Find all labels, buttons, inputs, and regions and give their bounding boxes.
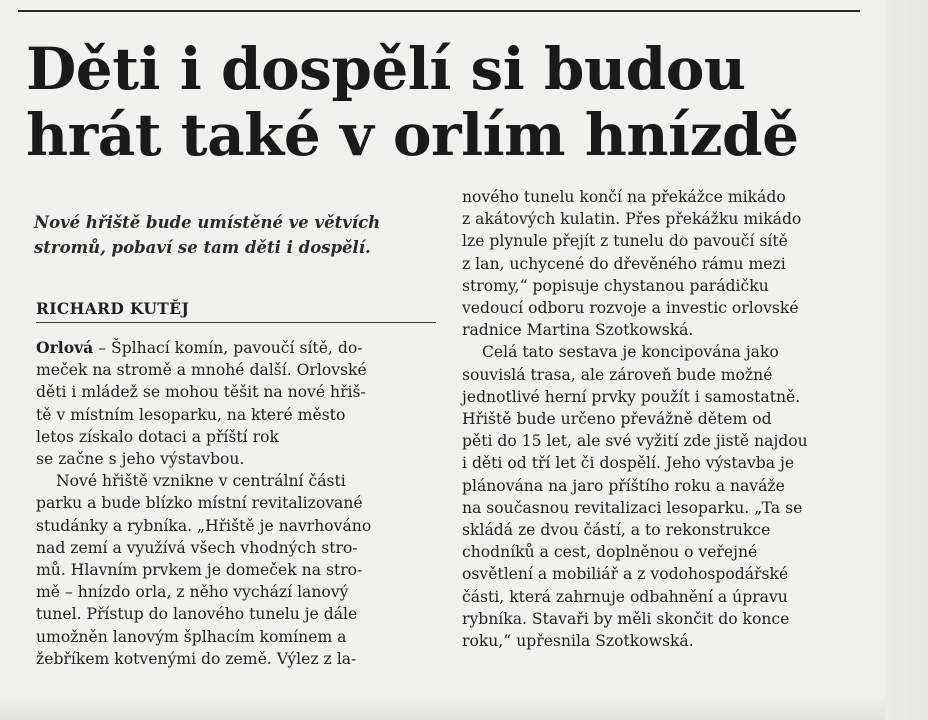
article-lead [34, 210, 434, 260]
text-line: nad zemí a využívá všech vhodných stro- [36, 538, 358, 557]
article-column-left [36, 337, 438, 670]
text-line: na současnou revitalizaci lesoparku. „Ta se [462, 498, 803, 517]
author-byline: RICHARD KUTĚJ [36, 299, 190, 318]
text-line: studánky a rybníka. „Hřiště je navrhováno [36, 516, 372, 535]
text-line: radnice Martina Szotkowská. [462, 321, 694, 340]
text-line: mě – hnízdo orla, z něho vychází lanový [36, 583, 349, 602]
text-line: rybníka. Stavaři by měli skončit do konce [462, 609, 790, 628]
text-line: Hřiště bude určeno převážně dětem od [462, 410, 772, 429]
text-line: souvislá trasa, ale zároveň bude možné [462, 365, 773, 384]
text-line: lze plynule přejít z tunelu do pavoučí sítě [462, 232, 788, 251]
text-line: žebříkem kotvenými do země. Výlez z la- [36, 649, 357, 668]
text-line: letos získalo dotaci a příští rok [36, 427, 279, 446]
text-line: stromy,“ popisuje chystanou parádičku [462, 276, 769, 295]
scan-bottom-edge [0, 695, 928, 720]
text-line: z akátových kulatin. Přes překážku mikádo [462, 210, 802, 229]
text-line: tunel. Přístup do lanového tunelu je dále [36, 605, 358, 624]
text-line: umožněn lanovým šplhacím komínem a [36, 627, 347, 646]
article-column-right [462, 186, 872, 652]
text-line: mů. Hlavním prvkem je domeček na stro- [36, 561, 363, 580]
text-line: plánována na jaro příštího roku a naváže [462, 476, 785, 495]
text-line: osvětlení a mobiliář a z vodohospodářské [462, 565, 789, 584]
text-line: nového tunelu končí na překážce mikádo [462, 188, 786, 206]
text-line: z lan, uchycené do dřevěného rámu mezi [462, 254, 786, 273]
text-line: vedoucí odboru rozvoje a investic orlovské [462, 299, 799, 318]
text-line: chodníků a cest, doplněnou o veřejné [462, 543, 758, 562]
text-line: jednotlivé herní prvky použít i samostatně. [462, 387, 801, 406]
text-line: meček na stromě a mnohé další. Orlovské [36, 361, 367, 380]
text-line: i děti od tří let či dospělí. Jeho výstavba je [462, 454, 795, 473]
headline-line: hrát také v orlím hnízdě [26, 101, 799, 169]
text-line: skládá ze dvou částí, a to rekonstrukce [462, 521, 771, 540]
lead-line: stromů, pobaví se tam děti i dospělí. [34, 238, 371, 257]
article-headline [26, 36, 886, 168]
text-line: části, která zahrnuje odbahnění a úpravu [462, 587, 788, 606]
byline-rule [36, 322, 436, 323]
text-line: parku a bude blízko místní revitalizované [36, 494, 363, 513]
text-line: roku,“ upřesnila Szotkowská. [462, 632, 694, 651]
text-line: se začne s jeho výstavbou. [36, 450, 245, 469]
text-line: pěti do 15 let, ale své vyžití zde jistě najdou [462, 432, 808, 451]
text-line: děti i mládež se mohou těšit na nové hřiš- [36, 383, 366, 402]
headline-line: Děti i dospělí si budou [26, 35, 746, 103]
dateline-place: Orlová [36, 338, 94, 357]
text-fragment: – Šplhací komín, pavoučí sítě, do- [93, 339, 363, 357]
lead-line: Nové hřiště bude umístěné ve větvích [34, 213, 381, 232]
text-line [36, 337, 438, 359]
text-line: Nové hřiště vznikne v centrální části [56, 472, 346, 491]
text-line: tě v místním lesoparku, na které město [36, 405, 346, 424]
top-rule [18, 10, 860, 12]
text-line: Celá tato sestava je koncipována jako [482, 343, 779, 362]
scan-right-edge [885, 0, 928, 720]
